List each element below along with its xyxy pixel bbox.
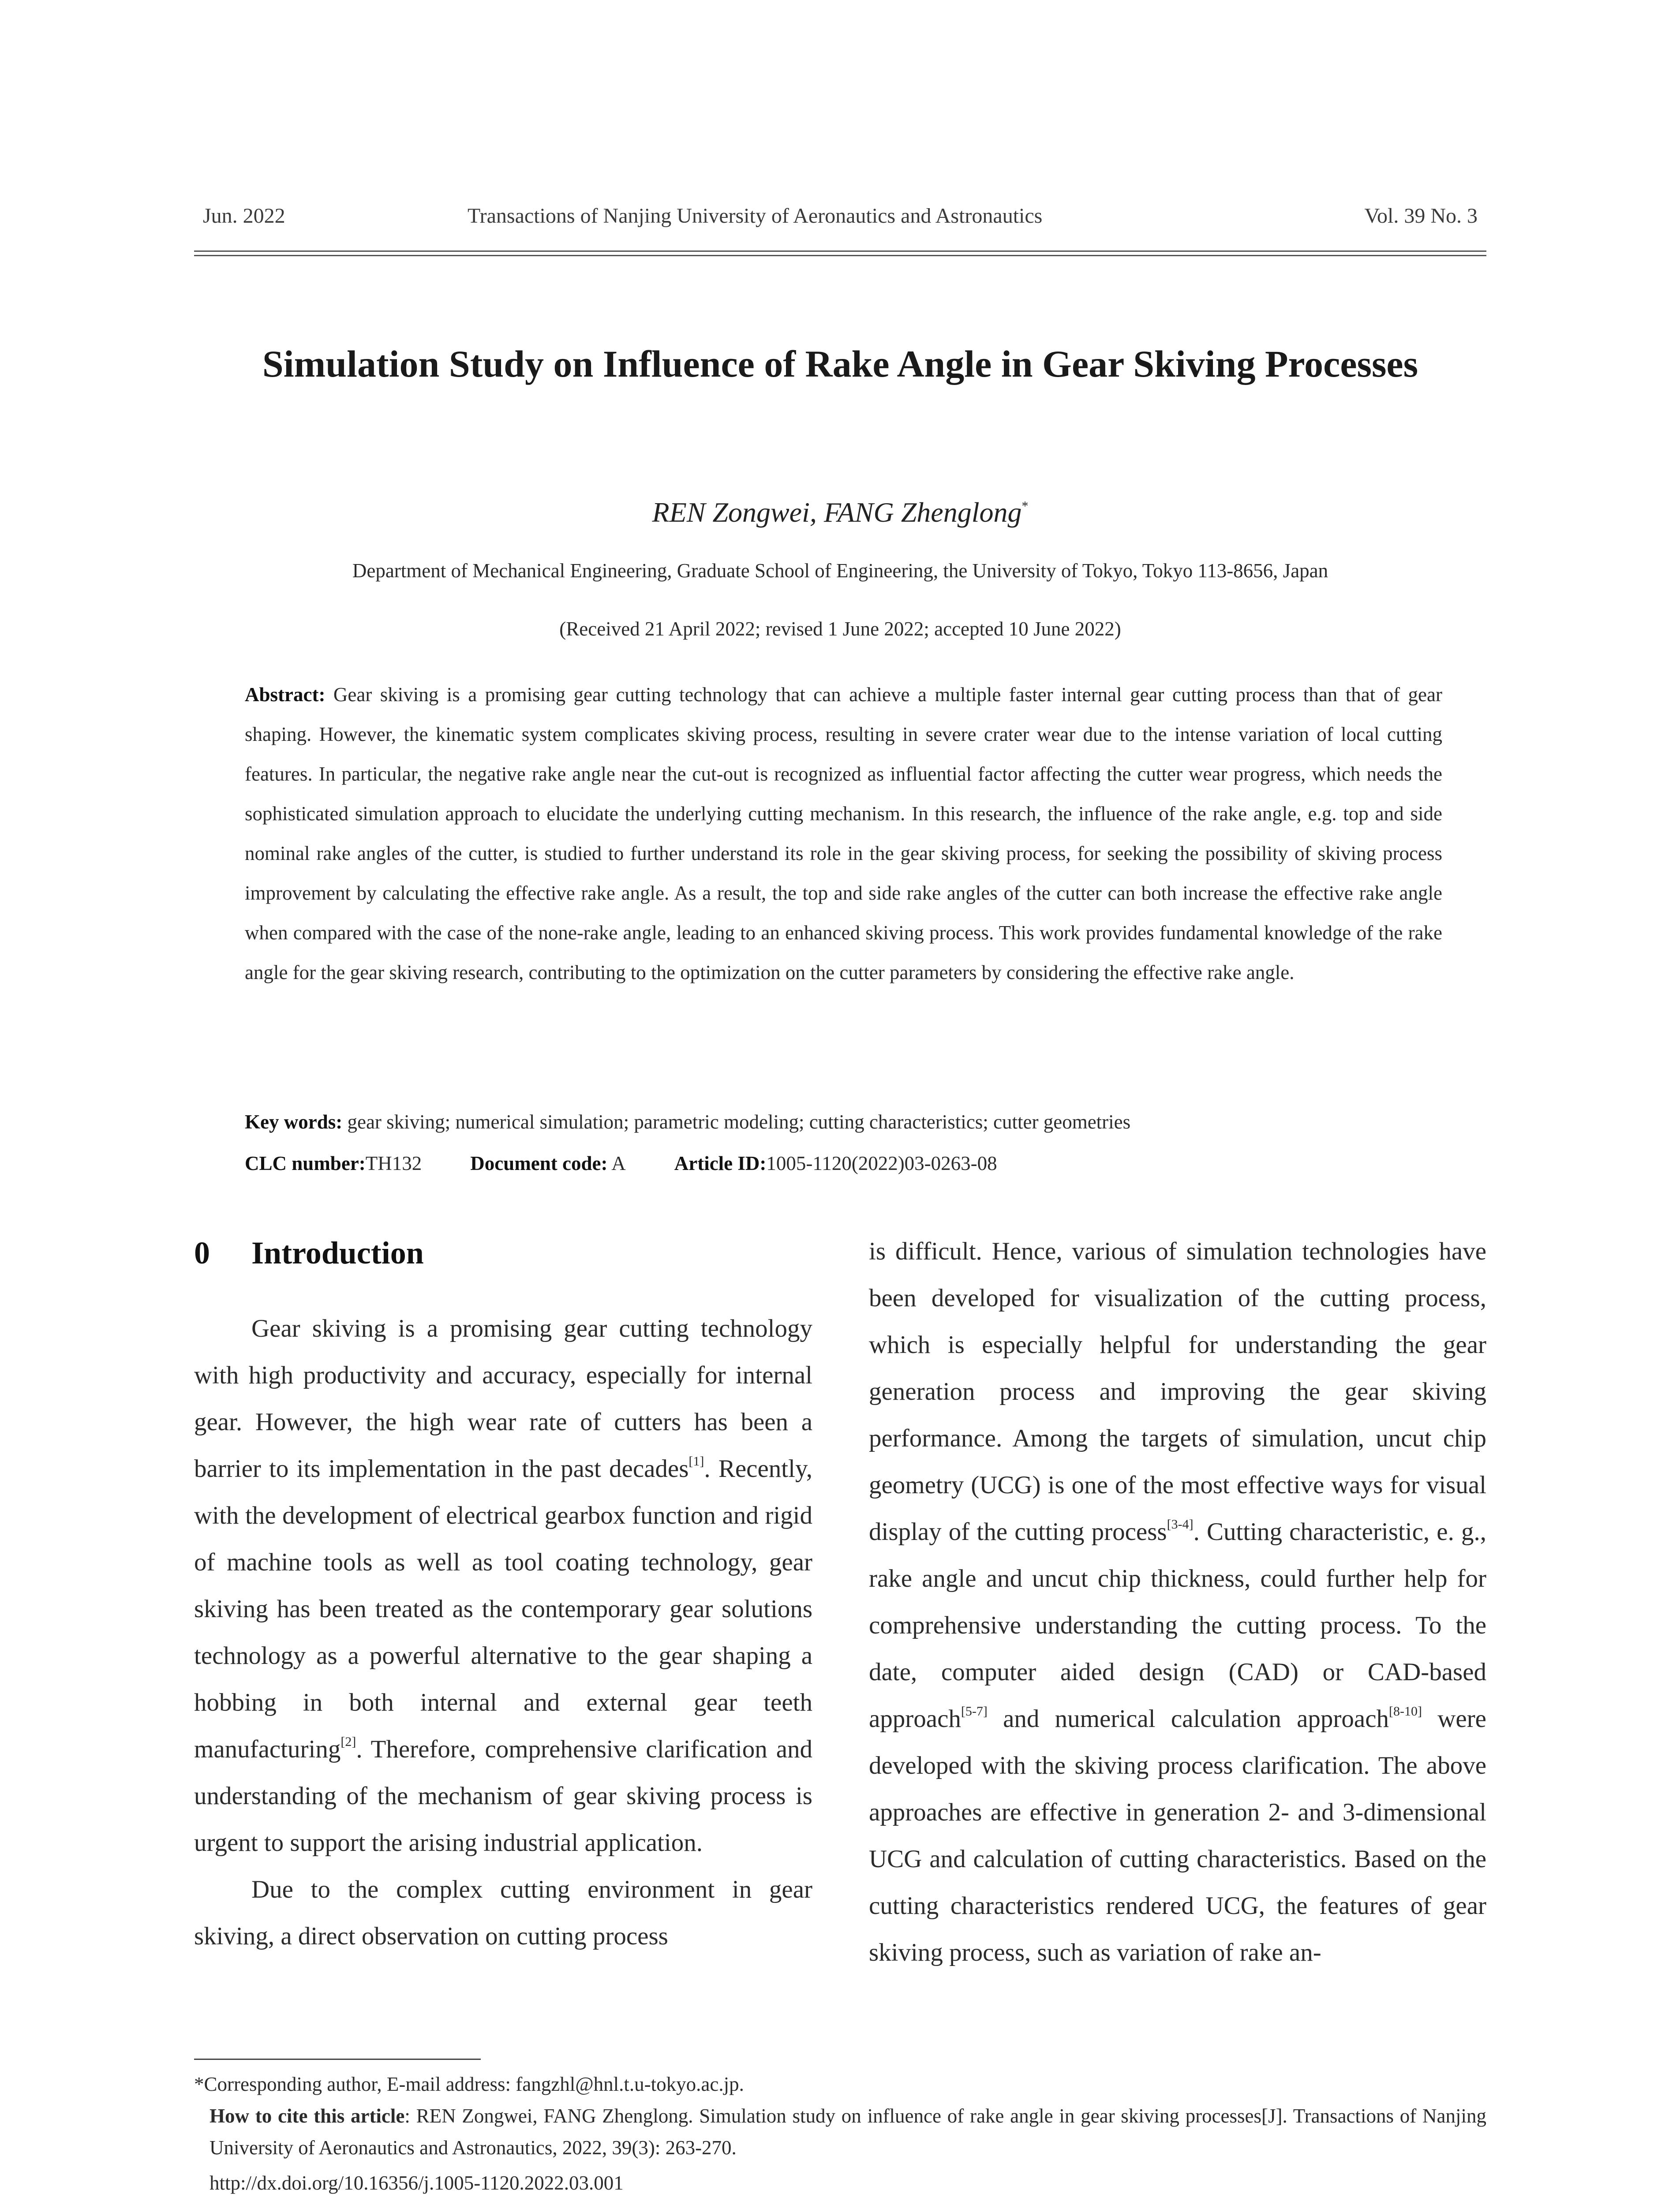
cite-label: How to cite this article xyxy=(210,2105,405,2127)
body-column-left xyxy=(194,1305,812,1960)
article-id-value: 1005-1120(2022)03-0263-08 xyxy=(766,1152,997,1174)
author-names: REN Zongwei, FANG Zhenglong xyxy=(652,497,1022,528)
paragraph-2-continued: is difficult. Hence, various of simulation technologies have been developed for visualization of the cutting process, which is especially helpful for understanding the gear generation process and improving the gear skiving performance. Among the targets of simulation, uncut chip geometry (UCG) is one of the most effective ways for visual display of the cutting process[3-4]. Cutting characteristic, e. g., rake angle and uncut chip thickness, could further help for comprehensive understanding the cutting process. To the date, computer aided design (CAD) or CAD-based approach[5-7] and numerical calculation approach[8-10] were developed with the skiving process clarification. The above approaches are effective in generation 2- and 3-dimensional UCG and calculation of cutting characteristics. Based on the cutting characteristics rendered UCG, the features of gear skiving process, such as variation of rake an- xyxy=(869,1237,1486,1966)
paragraph-2-start: Due to the complex cutting environment in gear skiving, a direct observation on cutting process xyxy=(194,1876,812,1950)
body-column-right xyxy=(869,1228,1486,1976)
keywords-text: gear skiving; numerical simulation; parametric modeling; cutting characteristics; cutter geometries xyxy=(347,1111,1131,1133)
clc-value: TH132 xyxy=(365,1152,422,1174)
paragraph-1: Gear skiving is a promising gear cutting technology with high productivity and accuracy, especially for internal gear. However, the high wear rate of cutters has been a barrier to its implementation in the past decades[1]. Recently, with the development of electrical gearbox function and rigid of machine tools as well as tool coating technology, gear skiving has been treated as the contemporary gear solutions technology as a powerful alternative to the gear shaping a hobbing in both internal and external gear teeth manufacturing[2]. Therefore, comprehensive clarification and understanding of the mechanism of gear skiving process is urgent to support the arising industrial application. xyxy=(194,1315,812,1857)
abstract-label: Abstract: xyxy=(245,684,326,706)
classification-line xyxy=(245,1152,1442,1175)
abstract xyxy=(245,675,1442,992)
keywords-label: Key words: xyxy=(245,1111,343,1133)
abstract-text: Gear skiving is a promising gear cutting technology that can achieve a multiple faster internal gear cutting process than that of gear shaping. However, the kinematic system complicates skiving process, resulting in severe crater wear due to the intense variation of local cutting features. In particular, the negative rake angle near the cut-out is recognized as influential factor affecting the cutter wear progress, which needs the sophisticated simulation approach to elucidate the underlying cutting mechanism. In this research, the influence of the rake angle, e.g. top and side nominal rake angles of the cutter, is studied to further understand its role in the gear skiving process, for seeking the possibility of skiving process improvement by calculating the effective rake angle. As a result, the top and side rake angles of the cutter can both increase the effective rake angle when compared with the case of the none-rake angle, leading to an enhanced skiving process. This work provides fundamental knowledge of the rake angle for the gear skiving research, contributing to the optimization on the cutter parameters by considering the effective rake angle. xyxy=(245,684,1442,983)
citation[interactable]: [1] xyxy=(688,1454,704,1469)
footnote-rule xyxy=(194,2059,481,2060)
header-rule-bottom xyxy=(194,255,1486,256)
clc-label: CLC number: xyxy=(245,1152,366,1174)
citation-note xyxy=(194,2100,1486,2164)
affiliation: Department of Mechanical Engineering, Graduate School of Engineering, the University of Tokyo, Tokyo 113-8656, Japan xyxy=(352,560,1328,582)
section-number: 0 xyxy=(194,1235,210,1271)
citation[interactable]: [8-10] xyxy=(1389,1704,1422,1719)
cite-text: : REN Zongwei, FANG Zhenglong. Simulation study on influence of rake angle in gear skiving processes[J]. Transactions of Nanjing University of Aeronautics and Astronautics, 2022, 39(3): 263-270. xyxy=(210,2105,1487,2159)
doi-link[interactable]: http://dx.doi.org/10.16356/j.1005-1120.2022.03.001 xyxy=(210,2172,624,2194)
issue-date: Jun. 2022 xyxy=(203,204,285,228)
journal-name: Transactions of Nanjing University of Aeronautics and Astronautics xyxy=(468,204,1043,228)
header-rule-top xyxy=(194,250,1486,252)
document-code-value: A xyxy=(611,1152,626,1174)
running-head xyxy=(194,204,1486,235)
keywords xyxy=(245,1110,1442,1133)
corresponding-author-mark: * xyxy=(1021,498,1029,513)
document-code-label: Document code: xyxy=(470,1152,608,1174)
author-line xyxy=(194,496,1486,529)
footnotes xyxy=(194,2068,1486,2199)
received-dates: (Received 21 April 2022; revised 1 June 2022; accepted 10 June 2022) xyxy=(559,618,1121,640)
citation[interactable]: [5-7] xyxy=(961,1704,988,1719)
section-title: Introduction xyxy=(251,1235,424,1271)
volume-number: Vol. 39 No. 3 xyxy=(1364,204,1478,228)
corresponding-author-note: *Corresponding author, E-mail address: fangzhl@hnl.t.u-tokyo.ac.jp. xyxy=(194,2073,744,2095)
citation[interactable]: [2] xyxy=(340,1734,356,1749)
article-id-label: Article ID: xyxy=(674,1152,767,1174)
section-heading xyxy=(194,1235,424,1271)
citation[interactable]: [3-4] xyxy=(1167,1517,1194,1532)
paper-title: Simulation Study on Influence of Rake Angle in Gear Skiving Processes xyxy=(262,343,1418,385)
